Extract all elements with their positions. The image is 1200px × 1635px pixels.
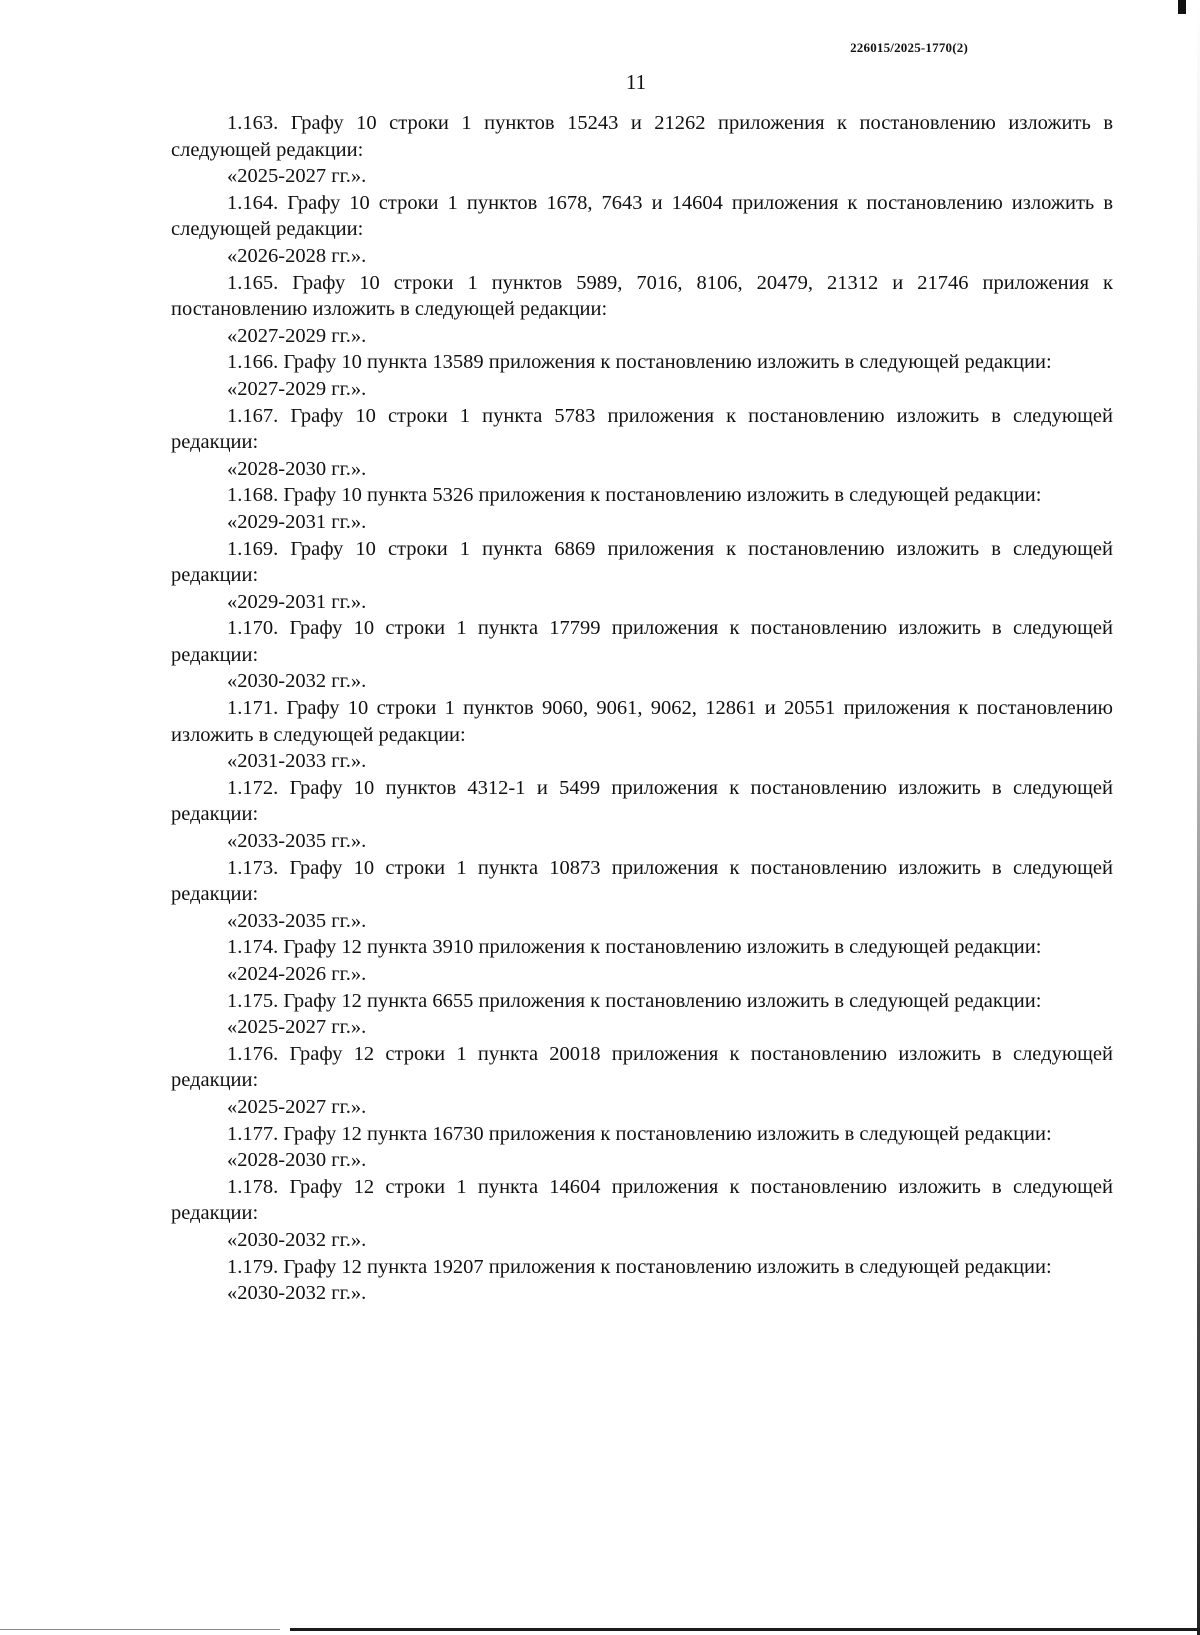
item-value: «2031-2033 гг.». [227,750,367,773]
item-value: «2030-2032 гг.». [227,1282,367,1305]
list-item [171,1041,1113,1121]
list-item [171,482,1113,535]
list-item [171,615,1113,695]
item-value: «2025-2027 гг.». [227,1095,367,1118]
item-text: 1.167. Графу 10 строки 1 пункта 5783 приложения к постановлению изложить в следующей редакции: [171,404,1113,454]
item-value: «2027-2029 гг.». [227,324,367,347]
page-number: 11 [625,70,647,94]
item-value: «2026-2028 гг.». [227,244,367,267]
item-text: 1.171. Графу 10 строки 1 пунктов 9060, 9061, 9062, 12861 и 20551 приложения к постановлению изложить в следующей редакции: [171,697,1113,746]
list-item [171,1254,1113,1307]
item-value: «2024-2026 гг.». [227,963,367,985]
document-body [171,110,1113,1307]
list-item [171,695,1113,775]
document-number: 226015/2025-1770(2) [850,40,968,55]
item-value: «2025-2027 гг.». [227,165,367,188]
item-text: 1.170. Графу 10 строки 1 пункта 17799 приложения к постановлению изложить в следующей редакции: [171,617,1113,666]
item-value: «2030-2032 гг.». [227,670,367,693]
list-item [171,190,1113,270]
list-item [171,1121,1113,1174]
item-text: 1.176. Графу 12 строки 1 пункта 20018 приложения к постановлению изложить в следующей редакции: [171,1042,1113,1092]
list-item [171,934,1113,987]
item-text: 1.166. Графу 10 пункта 13589 приложения к постановлению изложить в следующей редакции: [227,351,1052,374]
list-item [171,110,1113,190]
list-item [171,775,1113,855]
item-value: «2033-2035 гг.». [227,909,367,932]
item-text: 1.174. Графу 12 пункта 3910 приложения к постановлению изложить в следующей редакции: [227,936,1042,959]
item-value: «2029-2031 гг.». [227,590,367,613]
item-text: 1.175. Графу 12 пункта 6655 приложения к постановлению изложить в следующей редакции: [227,989,1042,1012]
item-text: 1.163. Графу 10 строки 1 пунктов 15243 и 21262 приложения к постановлению изложить в следующей редакции: [171,112,1113,161]
item-value: «2030-2032 гг.». [227,1228,367,1251]
item-value: «2028-2030 гг.». [227,1149,367,1172]
item-value: «2028-2030 гг.». [227,457,367,480]
scan-bottom-edge-left [0,1629,280,1630]
list-item [171,349,1113,402]
scan-bottom-edge [290,1628,1200,1631]
item-text: 1.172. Графу 10 пунктов 4312-1 и 5499 приложения к постановлению изложить в следующей редакции: [171,776,1113,826]
item-text: 1.179. Графу 12 пункта 19207 приложения к постановлению изложить в следующей редакции: [227,1255,1052,1278]
item-text: 1.168. Графу 10 пункта 5326 приложения к постановлению изложить в следующей редакции: [227,484,1042,507]
item-text: 1.164. Графу 10 строки 1 пунктов 1678, 7643 и 14604 приложения к постановлению изложить в следующей редакции: [171,191,1113,241]
list-item [171,1174,1113,1254]
item-text: 1.178. Графу 12 строки 1 пункта 14604 приложения к постановлению изложить в следующей редакции: [171,1175,1113,1225]
item-value: «2025-2027 гг.». [227,1016,367,1039]
item-text: 1.169. Графу 10 строки 1 пункта 6869 приложения к постановлению изложить в следующей редакции: [171,537,1113,587]
list-item [171,403,1113,483]
item-text: 1.177. Графу 12 пункта 16730 приложения к постановлению изложить в следующей редакции: [227,1122,1052,1145]
scan-corner-mark [1178,0,1186,14]
list-item [171,536,1113,616]
list-item [171,988,1113,1041]
list-item [171,855,1113,935]
item-value: «2029-2031 гг.». [227,510,367,533]
item-text: 1.165. Графу 10 строки 1 пунктов 5989, 7016, 8106, 20479, 21312 и 21746 приложения к постановлению изложить в следующей редакции: [171,271,1113,321]
list-item [171,270,1113,350]
item-text: 1.173. Графу 10 строки 1 пункта 10873 приложения к постановлению изложить в следующей редакции: [171,856,1113,906]
item-value: «2027-2029 гг.». [227,377,367,400]
item-value: «2033-2035 гг.». [227,830,367,853]
